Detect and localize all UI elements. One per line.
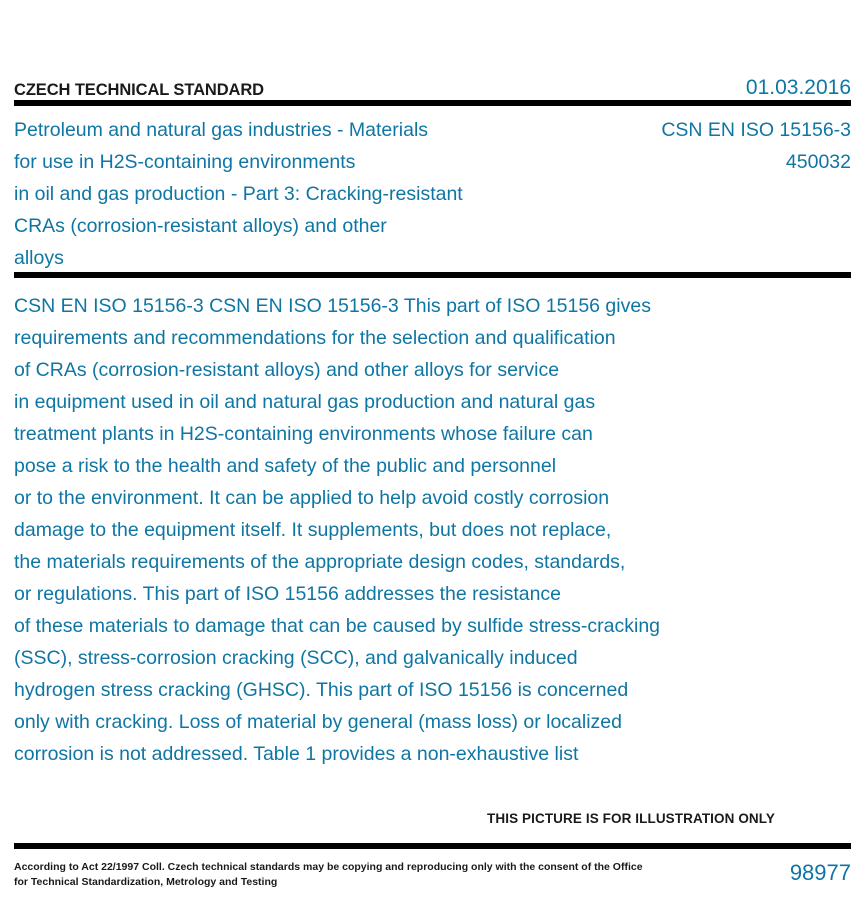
footer-divider-rule	[14, 843, 851, 849]
abstract-line: corrosion is not addressed. Table 1 provides a non-exhaustive list	[14, 743, 579, 765]
publication-date: 01.03.2016	[745, 76, 851, 99]
title-line: CRAs (corrosion-resistant alloys) and other	[14, 215, 387, 237]
header-divider-rule	[14, 100, 851, 106]
abstract-line: CSN EN ISO 15156-3 CSN EN ISO 15156-3 This part of ISO 15156 gives	[14, 295, 651, 317]
title-line: Petroleum and natural gas industries - Materials	[14, 119, 429, 141]
title-line: alloys	[14, 247, 64, 269]
abstract-line: the materials requirements of the appropriate design codes, standards,	[14, 551, 626, 573]
abstract-line: of CRAs (corrosion-resistant alloys) and other alloys for service	[14, 359, 560, 381]
abstract-line: damage to the equipment itself. It supplements, but does not replace,	[14, 519, 612, 541]
abstract-line: treatment plants in H2S-containing environments whose failure can	[14, 423, 593, 445]
footer-legal-line: According to Act 22/1997 Coll. Czech technical standards may be copying and reproducing only with the consent of the Office	[14, 861, 643, 873]
standard-number: CSN EN ISO 15156-3	[661, 119, 851, 141]
abstract-line: of these materials to damage that can be caused by sulfide stress-cracking	[14, 615, 661, 637]
abstract-line: pose a risk to the health and safety of the public and personnel	[14, 455, 557, 477]
standard-title	[14, 114, 574, 274]
standard-identifiers	[551, 114, 851, 178]
abstract-line: hydrogen stress cracking (GHSC). This part of ISO 15156 is concerned	[14, 679, 629, 701]
footer-document-code: 98977	[789, 860, 851, 885]
title-line: for use in H2S-containing environments	[14, 151, 356, 173]
document-kicker: CZECH TECHNICAL STANDARD	[14, 80, 264, 99]
document-header	[0, 68, 865, 98]
document-footer	[14, 860, 851, 890]
abstract-line: or regulations. This part of ISO 15156 addresses the resistance	[14, 583, 562, 605]
abstract-text	[14, 290, 854, 770]
title-line: in oil and gas production - Part 3: Cracking-resistant	[14, 183, 463, 205]
footer-legal-line: for Technical Standardization, Metrology and Testing	[14, 876, 278, 888]
abstract-line: in equipment used in oil and natural gas production and natural gas	[14, 391, 596, 413]
illustration-only-notice: THIS PICTURE IS FOR ILLUSTRATION ONLY	[487, 811, 775, 826]
title-block	[14, 114, 851, 269]
abstract-line: or to the environment. It can be applied to help avoid costly corrosion	[14, 487, 610, 509]
abstract-line: only with cracking. Loss of material by general (mass loss) or localized	[14, 711, 622, 733]
footer-legal-notice	[14, 860, 643, 890]
abstract-line: (SSC), stress-corrosion cracking (SCC), and galvanically induced	[14, 647, 578, 669]
classification-code: 450032	[785, 151, 851, 173]
title-divider-rule	[14, 272, 851, 278]
abstract-line: requirements and recommendations for the selection and qualification	[14, 327, 616, 349]
